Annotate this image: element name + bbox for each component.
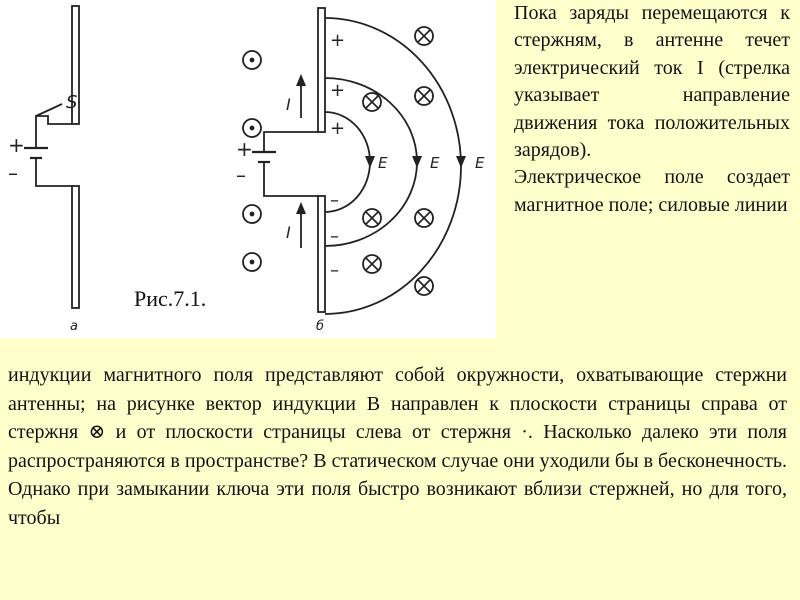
field-label-inner: E bbox=[378, 154, 388, 172]
antenna-figure bbox=[0, 0, 496, 338]
field-line-outer bbox=[325, 18, 461, 314]
charge-plus-3: + bbox=[330, 118, 346, 139]
current-label-bottom: I bbox=[286, 223, 291, 242]
current-arrowhead-top bbox=[296, 74, 306, 86]
battery-plus-a: + bbox=[8, 133, 25, 157]
switch-label: S bbox=[66, 92, 78, 113]
field-arrowhead-inner bbox=[365, 156, 375, 168]
charge-minus-1: – bbox=[330, 190, 339, 211]
antenna-diagram bbox=[0, 0, 496, 338]
diagram-b bbox=[243, 8, 461, 314]
battery-minus-b: – bbox=[236, 163, 246, 187]
upper-rod-b bbox=[318, 8, 325, 132]
charge-minus-2: – bbox=[330, 226, 339, 247]
label-a: а bbox=[70, 319, 78, 334]
battery-plus-b: + bbox=[236, 137, 253, 161]
field-arrowhead-middle bbox=[412, 156, 422, 168]
figure-caption: Рис.7.1. bbox=[134, 286, 207, 311]
field-label-outer: E bbox=[475, 154, 485, 172]
wire-bottom-b bbox=[264, 170, 318, 196]
body-paragraph: индукции магнитного поля представляют собой окружности, охватывающие стержни антенны; на рисунке вектор индукции B направлен к плоскости страницы справа от стержня ⊗ и от плоскости страницы слева от стержня ·. Насколько далеко эти поля распространяются в пространстве? В статическом случае они уходили бы в бесконечность. Однако при замыкании ключа эти поля быстро возникают вблизи стержней, но для того, чтобы bbox=[8, 364, 787, 529]
field-label-middle: E bbox=[430, 154, 440, 172]
wire-bottom-a bbox=[36, 166, 72, 186]
field-arrowhead-outer bbox=[456, 156, 466, 168]
lower-rod-b bbox=[318, 196, 325, 312]
switch-blade bbox=[36, 104, 62, 116]
wire-top-b bbox=[264, 132, 318, 146]
side-paragraph-2: Электрическое поле создает магнитное поле; силовые линии bbox=[514, 166, 790, 216]
charge-plus-1: + bbox=[330, 30, 346, 51]
charge-minus-3: – bbox=[330, 260, 339, 281]
wire-top-a bbox=[36, 116, 72, 140]
current-label-top: I bbox=[286, 95, 291, 114]
label-b: б bbox=[316, 319, 325, 334]
battery-minus-a: – bbox=[8, 161, 18, 185]
diagram-a bbox=[24, 6, 79, 308]
charge-plus-2: + bbox=[330, 80, 346, 101]
lower-rod-a bbox=[72, 186, 79, 308]
current-arrowhead-bottom bbox=[296, 202, 306, 214]
side-text bbox=[514, 0, 790, 219]
side-paragraph-1: Пока заряды перемещаются к стержням, в антенне течет электрический ток I (стрелка указывает направление движения тока положительных зарядов). bbox=[514, 2, 790, 162]
